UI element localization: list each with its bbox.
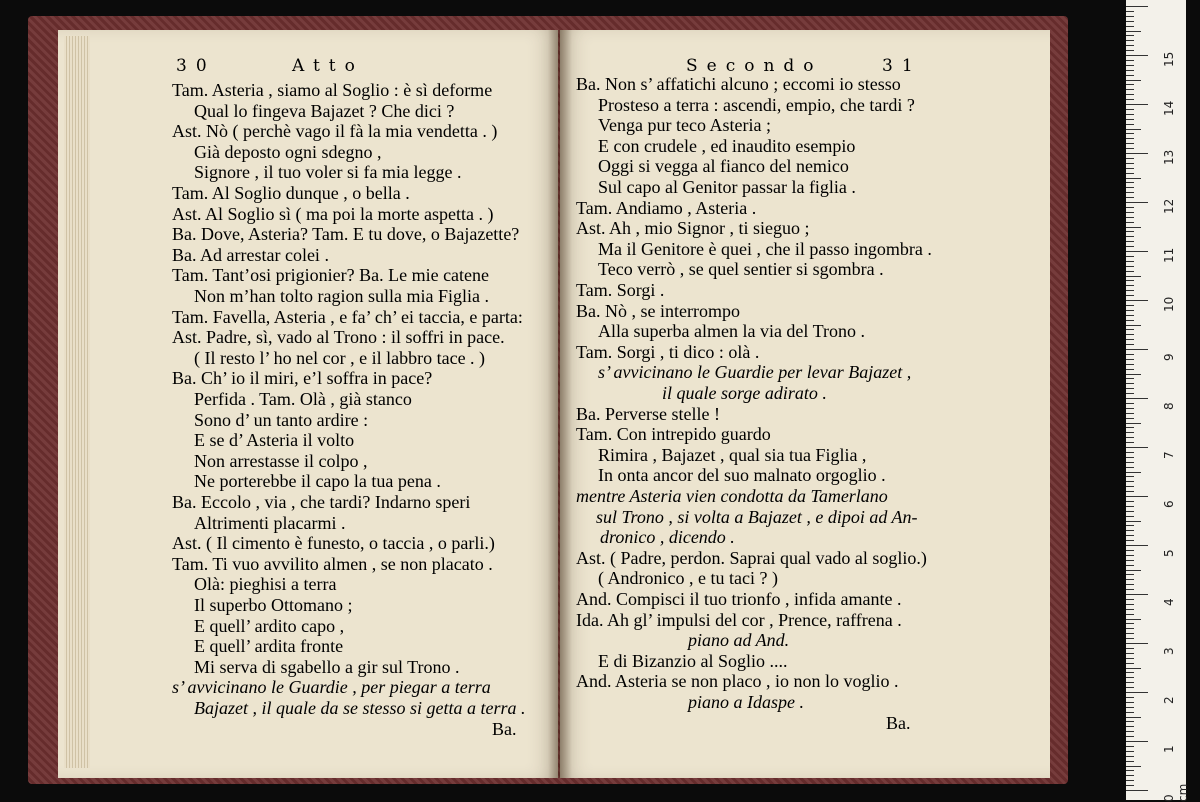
left-page-text-line: Non m’han tolto ragion sulla mia Figlia . [194,286,489,306]
ruler-tick [1126,579,1134,580]
ruler-tick [1126,609,1134,610]
ruler-label: 8 [1162,402,1176,410]
ruler-tick [1126,486,1134,487]
ruler-tick [1126,780,1134,781]
ruler-tick [1126,276,1141,277]
ruler-label: 14 [1162,100,1176,116]
ruler-tick [1126,452,1134,453]
left-page-text-line: Ba. Dove, Asteria? Tam. E tu dove, o Bajazette? [172,224,520,245]
ruler-tick [1126,599,1134,600]
left-page-text-line: Ba. [492,718,517,739]
ruler-tick [1126,35,1134,36]
ruler-tick [1126,672,1134,673]
right-page-text-line: Venga pur teco Asteria ; [598,115,771,136]
ruler-tick [1126,168,1134,169]
ruler-tick [1126,702,1134,703]
ruler-tick [1126,589,1134,590]
ruler-tick [1126,114,1134,115]
ruler-tick [1126,550,1134,551]
right-page-text-line: And. Compisci il tuo trionfo , infida amante . [576,589,902,609]
ruler-tick [1126,84,1134,85]
ruler-tick [1126,511,1134,512]
left-page-text-line: Non arrestasse il colpo , [194,450,368,471]
ruler-tick [1126,241,1134,242]
ruler-label: 10 [1162,296,1176,312]
ruler-tick [1126,187,1134,188]
left-page-text-line: Bajazet , il quale da se stesso si getta a terra . [194,698,526,718]
ruler-tick [1126,163,1134,164]
ruler-tick [1126,506,1134,507]
right-page-text-line: Ma il Genitore è quei , che il passo ingombra . [598,238,932,259]
ruler-tick [1126,751,1134,752]
ruler-tick [1126,555,1134,556]
right-page-text-line: Ast. ( Padre, perdon. Saprai qual vado al soglio.) [576,547,927,568]
page-number: 31 [882,56,922,76]
ruler-label: 3 [1162,647,1176,655]
ruler-tick [1126,271,1134,272]
left-page-text-line: Ba. Eccolo , via , che tardi? Indarno speri [172,492,471,512]
ruler-tick [1126,383,1134,384]
running-header: Secondo [686,56,823,76]
ruler-tick [1126,359,1134,360]
right-page-text-line: E con crudele , ed inaudito esempio [598,135,856,156]
left-page-text-line: Ba. Ch’ io il miri, e’l soffra in pace? [172,368,433,389]
left-page-text-line: Tam. Al Soglio dunque , o bella . [172,183,410,203]
ruler-tick [1126,354,1134,355]
right-page-text-line: In onta ancor del suo malnato orgoglio . [598,465,886,486]
ruler-tick [1126,545,1148,546]
ruler-tick [1126,261,1134,262]
ruler-tick [1126,94,1134,95]
ruler-tick [1126,329,1134,330]
right-page-text-line: Ba. Perverse stelle ! [576,403,720,424]
ruler-tick [1126,682,1134,683]
ruler-tick [1126,643,1148,644]
ruler-tick [1126,349,1148,350]
ruler-tick [1126,398,1148,399]
left-page-text-line: Ast. ( Il cimento è funesto, o taccia , o parli.) [172,533,495,554]
ruler-tick [1126,344,1134,345]
right-page-text-line: il quale sorge adirato . [662,383,827,403]
ruler-tick [1126,197,1134,198]
left-page-text-line: Tam. Tant’osi prigionier? Ba. Le mie catene [172,265,490,286]
ruler-tick [1126,775,1134,776]
right-page-text-line: Prosteso a terra : ascendi, empio, che tardi ? [598,94,915,115]
ruler-tick [1126,65,1134,66]
page-number: 30 [176,56,216,76]
left-page-text-line: Tam. Asteria , siamo al Soglio : è sì deforme [172,80,493,100]
ruler-tick [1126,496,1148,497]
ruler-tick [1126,16,1134,17]
ruler-tick [1126,45,1134,46]
ruler-tick [1126,741,1148,742]
ruler-label: 12 [1162,198,1176,214]
ruler-tick [1126,516,1134,517]
ruler-tick [1126,99,1134,100]
ruler-tick [1126,300,1148,301]
ruler-tick [1126,677,1134,678]
left-page-text-line: Ba. Ad arrestar colei . [172,244,329,265]
ruler-tick [1126,623,1134,624]
right-page-text-line: ( Andronico , e tu taci ? ) [598,568,778,589]
ruler-tick [1126,55,1148,56]
ruler-tick [1126,138,1134,139]
ruler-tick [1126,178,1141,179]
left-page-text-line: Signore , il tuo voler si fa mia legge . [194,162,462,183]
ruler-tick [1126,148,1134,149]
right-page-text-line: Rimira , Bajazet , qual sia tua Figlia , [598,444,867,465]
ruler-tick [1126,173,1134,174]
ruler-label: 11 [1162,247,1176,263]
ruler-tick [1126,246,1134,247]
left-page-text-line: E quell’ ardita fronte [194,636,344,657]
ruler-tick [1126,403,1134,404]
right-page-text-line: Oggi si vegga al fianco del nemico [598,156,849,177]
left-page-text-line: s’ avvicinano le Guardie , per piegar a terra [172,677,491,698]
ruler-label: 4 [1162,598,1176,606]
right-page-text-line: Ba. Nò , se interrompo [576,300,740,321]
ruler-tick [1126,648,1134,649]
left-page-text-line: Olà: pieghisi a terra [194,574,337,595]
left-page-text-line: Tam. Ti vuo avvilito almen , se non placato . [172,553,493,574]
ruler-tick [1126,628,1134,629]
right-page-text-line: Ast. Ah , mio Signor , ti sieguo ; [576,218,810,239]
left-page-text-line: Qual lo fingeva Bajazet ? Che dici ? [194,100,455,121]
ruler-tick [1126,423,1141,424]
ruler-tick [1126,476,1134,477]
ruler-tick [1126,525,1134,526]
ruler-tick [1126,119,1134,120]
ruler-tick [1126,687,1134,688]
ruler-tick [1126,761,1134,762]
ruler-tick [1126,315,1134,316]
ruler-label: 9 [1162,353,1176,361]
ruler-tick [1126,124,1134,125]
ruler-tick [1126,437,1134,438]
ruler-tick [1126,770,1134,771]
ruler-tick [1126,280,1134,281]
ruler-tick [1126,212,1134,213]
ruler-tick [1126,530,1134,531]
ruler-tick [1126,697,1134,698]
ruler-tick [1126,89,1134,90]
ruler-tick [1126,70,1134,71]
ruler-tick [1126,481,1134,482]
ruler-tick [1126,11,1134,12]
ruler-tick [1126,80,1141,81]
ruler-tick [1126,129,1141,130]
ruler-tick [1126,633,1134,634]
ruler-tick [1126,75,1134,76]
right-page-text-line: dronico , dicendo . [600,527,735,548]
ruler-label: 7 [1162,451,1176,459]
ruler-tick [1126,766,1141,767]
ruler-tick [1126,638,1134,639]
ruler-tick [1126,746,1134,747]
left-page-text-line: Ast. Padre, sì, vado al Trono : il soffri in pace. [172,327,505,348]
ruler-label: 2 [1162,696,1176,704]
left-page-text-line: Già deposto ogni sdegno , [194,141,382,162]
ruler-tick [1126,31,1141,32]
ruler-tick [1126,790,1148,791]
ruler-tick [1126,653,1134,654]
ruler-tick [1126,584,1134,585]
ruler-tick [1126,320,1134,321]
ruler-tick [1126,109,1134,110]
ruler-tick [1126,310,1134,311]
right-page-text-line: Ba. Non s’ affatichi alcuno ; eccomi io stesso [576,74,901,94]
left-page-text-line: ( Il resto l’ ho nel cor , e il labbro tace . ) [194,347,486,368]
left-page-text-line: Ne porterebbe il capo la tua pena . [194,471,441,492]
ruler-tick [1126,418,1134,419]
ruler-label: 1 [1162,745,1176,753]
ruler-tick [1126,467,1134,468]
right-page-text-line: Tam. Sorgi . [576,280,665,300]
ruler-label: 15 [1162,51,1176,67]
left-page-text-line: Sono d’ un tanto ardire : [194,409,369,430]
ruler-tick [1126,432,1134,433]
ruler-tick [1126,202,1148,203]
right-page-text-line: sul Trono , si volta a Bajazet , e dipoi ad An- [596,506,918,527]
ruler-tick [1126,222,1134,223]
ruler-tick [1126,658,1134,659]
right-page-text-line: And. Asteria se non placo , io non lo voglio . [576,671,899,692]
right-page-text-line: Tam. Sorgi , ti dico : olà . [576,341,760,362]
ruler-tick [1126,60,1134,61]
left-page-text-line: E quell’ ardito capo , [194,615,345,636]
right-page-text-line: Tam. Andiamo , Asteria . [576,197,757,218]
ruler-label: 0 cm [1162,783,1190,802]
left-page-text-line: Tam. Favella, Asteria , e fa’ ch’ ei taccia, e parta: [172,306,523,327]
right-page-text-line: Teco verrò , se quel sentier si sgombra . [598,259,884,280]
ruler-tick [1126,339,1134,340]
right-page-text-line: Tam. Con intrepido guardo [576,424,771,445]
ruler-tick [1126,736,1134,737]
ruler-tick [1126,256,1134,257]
left-page-text-line: Altrimenti placarmi . [194,512,346,533]
left-page-text-line: E se d’ Asteria il volto [194,430,355,451]
ruler-tick [1126,462,1134,463]
ruler-tick [1126,717,1141,718]
ruler-tick [1126,491,1134,492]
ruler-tick [1126,604,1134,605]
right-page-text-line: mentre Asteria vien condotta da Tamerlano [576,486,888,506]
ruler-tick [1126,731,1134,732]
ruler-tick [1126,21,1134,22]
ruler-tick [1126,614,1134,615]
ruler-tick [1126,158,1134,159]
ruler-tick [1126,285,1134,286]
ruler-tick [1126,785,1134,786]
left-page-text-line: Il superbo Ottomano ; [194,595,353,615]
ruler-tick [1126,104,1148,105]
ruler-tick [1126,182,1134,183]
right-page-text-line: Sul capo al Genitor passar la figlia . [598,177,856,197]
ruler-tick [1126,378,1134,379]
left-page-text-line: Mi serva di sgabello a gir sul Trono . [194,656,460,677]
ruler-tick [1126,133,1134,134]
ruler-tick [1126,565,1134,566]
ruler-tick [1126,560,1134,561]
ruler-label: 5 [1162,549,1176,557]
ruler-tick [1126,707,1134,708]
ruler-tick [1126,619,1141,620]
ruler-tick [1126,50,1134,51]
ruler-tick [1126,40,1134,41]
ruler-tick [1126,364,1134,365]
ruler-tick [1126,540,1134,541]
right-page-text-line: Alla superba almen la via del Trono . [598,321,865,342]
ruler-tick [1126,251,1148,252]
ruler-tick [1126,570,1141,571]
ruler-tick [1126,374,1141,375]
running-header: Atto [292,56,364,76]
ruler-tick [1126,290,1134,291]
ruler-tick [1126,712,1134,713]
ruler-tick [1126,413,1134,414]
ruler-tick [1126,756,1134,757]
ruler-tick [1126,447,1148,448]
ruler-tick [1126,217,1134,218]
measurement-ruler [1126,0,1190,802]
right-page-text-line: Ba. [886,712,911,733]
ruler-tick [1126,295,1134,296]
ruler-tick [1126,692,1148,693]
ruler-tick [1126,207,1134,208]
page-edges [64,36,90,768]
ruler-tick [1126,325,1141,326]
ruler-tick [1126,521,1141,522]
ruler-tick [1126,472,1141,473]
ruler-label: 13 [1162,149,1176,165]
ruler-tick [1126,266,1134,267]
ruler-tick [1126,457,1134,458]
ruler-tick [1126,594,1148,595]
ruler-tick [1126,231,1134,232]
right-page-text-line: piano a Idaspe . [688,692,804,712]
ruler-tick [1126,227,1141,228]
left-page-text-line: Ast. Al Soglio sì ( ma poi la morte aspetta . ) [172,203,494,224]
book-gutter [548,30,572,778]
ruler-tick [1126,305,1134,306]
ruler-tick [1126,393,1134,394]
ruler-tick [1126,535,1134,536]
ruler-tick [1126,6,1148,7]
ruler-tick [1126,369,1134,370]
ruler-tick [1126,721,1134,722]
left-page-text-line: Perfida . Tam. Olà , già stanco [194,389,412,409]
ruler-tick [1126,427,1134,428]
left-page-text-line: Ast. Nò ( perchè vago il fà la mia vendetta . ) [172,121,498,142]
right-page-text-line: E di Bizanzio al Soglio .... [598,650,788,671]
ruler-tick [1126,501,1134,502]
ruler-tick [1126,192,1134,193]
ruler-tick [1126,668,1141,669]
ruler-tick [1126,153,1148,154]
ruler-tick [1126,236,1134,237]
right-page-text-line: Ida. Ah gl’ impulsi del cor , Prence, raffrena . [576,609,902,630]
ruler-tick [1126,388,1134,389]
ruler-tick [1126,442,1134,443]
right-page-text-line: piano ad And. [688,630,790,651]
ruler-tick [1126,726,1134,727]
ruler-tick [1126,663,1134,664]
ruler-tick [1126,408,1134,409]
ruler-tick [1126,26,1134,27]
ruler-tick [1126,143,1134,144]
right-page-text-line: s’ avvicinano le Guardie per levar Bajazet , [598,362,912,383]
ruler-tick [1126,334,1134,335]
ruler-tick [1126,574,1134,575]
ruler-label: 6 [1162,500,1176,508]
